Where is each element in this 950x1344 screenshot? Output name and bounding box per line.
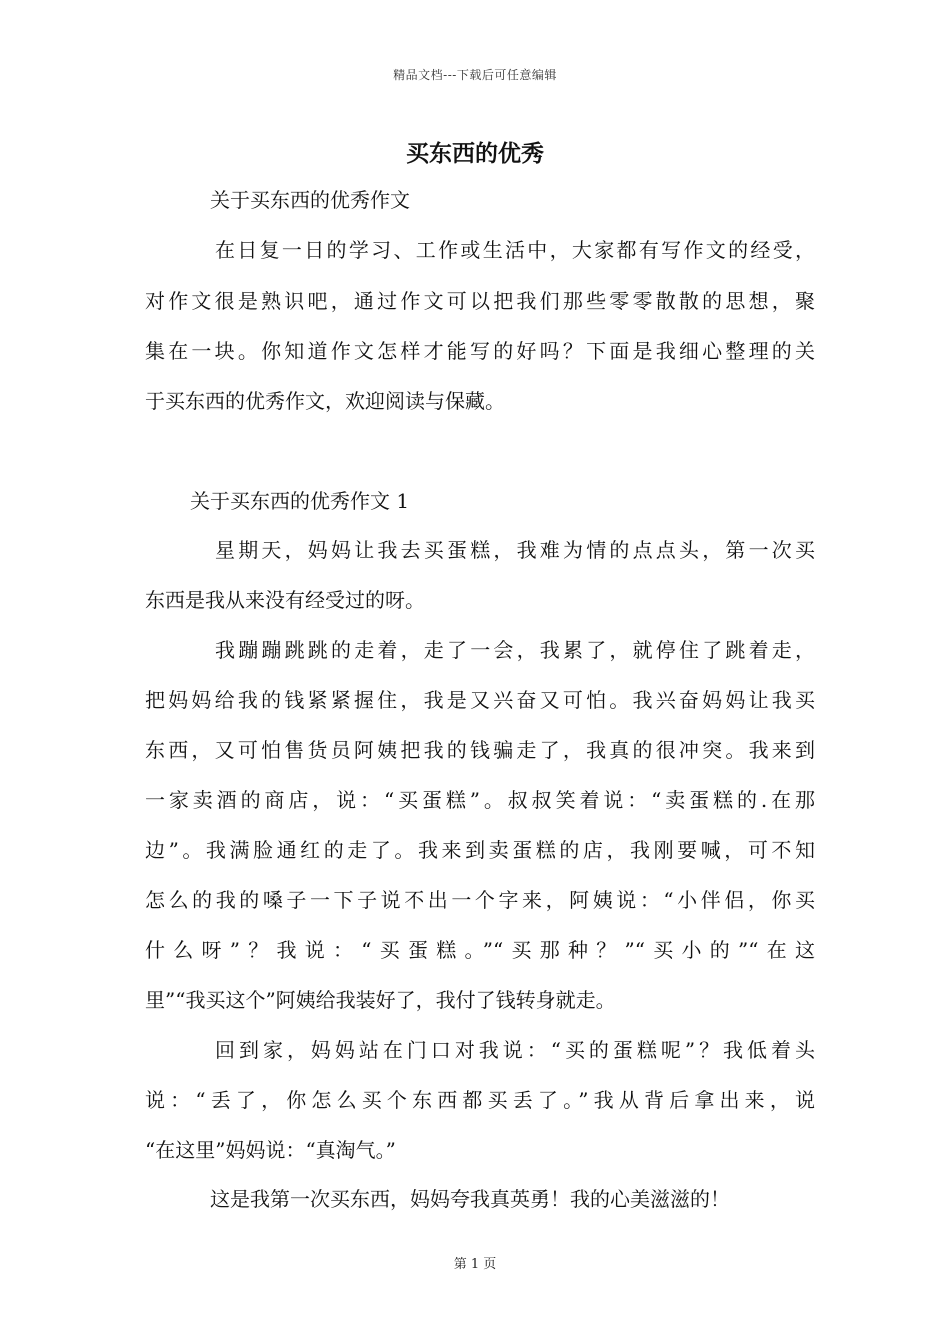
paragraph-line: 我蹦蹦跳跳的走着，走了一会，我累了，就停住了跳着走，	[215, 638, 815, 662]
paragraph-line: “在这里”妈妈说：“真淘气。”	[145, 1138, 396, 1162]
paragraph-line: 回到家，妈妈站在门口对我说：“买的蛋糕呢”？我低着头	[215, 1038, 815, 1062]
document-title: 买东西的优秀	[406, 140, 544, 167]
intro-line: 在日复一日的学习、工作或生活中，大家都有写作文的经受，	[215, 238, 815, 262]
paragraph-line: 把妈妈给我的钱紧紧握住，我是又兴奋又可怕。我兴奋妈妈让我买	[145, 688, 815, 712]
paragraph-line: 怎么的我的嗓子一下子说不出一个字来，阿姨说：“小伴侣，你买	[145, 888, 815, 912]
intro-line: 集在一块。你知道作文怎样才能写的好吗？下面是我细心整理的关	[145, 339, 815, 363]
paragraph-line: 一家卖酒的商店，说：“买蛋糕”。叔叔笑着说：“卖蛋糕的.在那	[145, 788, 815, 812]
paragraph-line: 星期天，妈妈让我去买蛋糕，我难为情的点点头，第一次买	[215, 538, 815, 562]
paragraph-line: 什么呀”？我说：“买蛋糕。”“买那种？”“买小的”“在这	[145, 938, 815, 962]
paragraph-line: 东西是我从来没有经受过的呀。	[145, 588, 425, 612]
section-heading: 关于买东西的优秀作文 1	[190, 489, 410, 513]
header-note: 精品文档---下载后可任意编辑	[393, 68, 557, 82]
paragraph-line: 说：“丢了，你怎么买个东西都买丢了。”我从背后拿出来，说	[145, 1088, 815, 1112]
intro-line: 对作文很是熟识吧，通过作文可以把我们那些零零散散的思想，聚	[145, 289, 815, 313]
intro-line: 于买东西的优秀作文，欢迎阅读与保藏。	[145, 389, 505, 413]
document-subtitle: 关于买东西的优秀作文	[210, 188, 410, 212]
paragraph-line: 东西，又可怕售货员阿姨把我的钱骗走了，我真的很冲突。我来到	[145, 738, 815, 762]
paragraph-line: 里”“我买这个”阿姨给我装好了，我付了钱转身就走。	[145, 988, 616, 1012]
paragraph-line: 边”。我满脸通红的走了。我来到卖蛋糕的店，我刚要喊，可不知	[145, 838, 815, 862]
page-number: 第 1 页	[453, 1257, 497, 1272]
paragraph-line: 这是我第一次买东西，妈妈夸我真英勇！我的心美滋滋的！	[210, 1187, 730, 1211]
